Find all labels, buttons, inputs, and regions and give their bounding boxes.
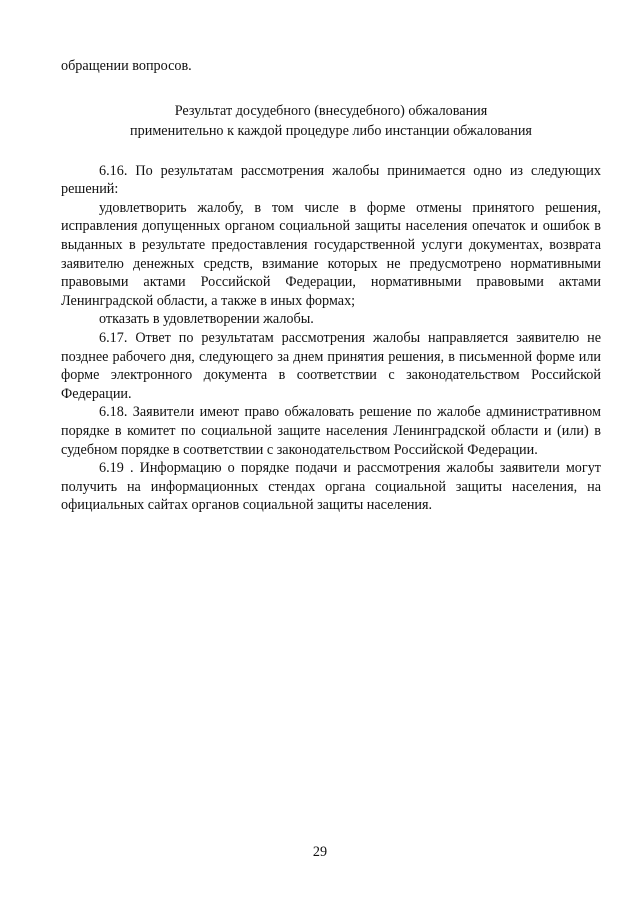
heading-line-1: Результат досудебного (внесудебного) обжалования <box>174 102 488 119</box>
paragraph-6-18: 6.18. Заявители имеют право обжаловать решение по жалобе административном порядке в комитет по социальной защите населения Ленинградской области и (или) в судебном порядке в соответствии с законодательством Российской Федерации. <box>61 404 601 458</box>
paragraph-refuse-complaint: отказать в удовлетворении жалобы. <box>99 311 314 328</box>
heading-line-2: применительно к каждой процедуре либо инстанции обжалования <box>130 122 532 139</box>
paragraph-satisfy-complaint: удовлетворить жалобу, в том числе в форме отмены принятого решения, исправления допущенных органом социальной защиты населения опечаток и ошибок в выданных в результате предоставления государственной услуги документах, возврата заявителю денежных средств, взимание которых не предусмотрено нормативными правовыми актами Российской Федерации, нормативными правовыми актами Ленинградской области, а также в иных формах; <box>61 199 601 309</box>
paragraph-6-17: 6.17. Ответ по результатам рассмотрения жалобы направляется заявителю не позднее рабочего дня, следующего за днем принятия решения, в письменной форме или форме электронного документа в соответствии с законодательством Российской Федерации. <box>61 329 601 402</box>
carryover-text: обращении вопросов. <box>61 58 192 74</box>
section-heading <box>61 101 601 141</box>
page-number: 29 <box>312 844 328 860</box>
page-content <box>61 57 601 515</box>
paragraph-6-19: 6.19 . Информацию о порядке подачи и рассмотрения жалобы заявители могут получить на информационных стендах органа социальной защиты населения, на официальных сайтах органов социальной защиты населения. <box>61 460 601 514</box>
paragraph-6-16: 6.16. По результатам рассмотрения жалобы принимается одно из следующих решений: <box>61 162 601 198</box>
